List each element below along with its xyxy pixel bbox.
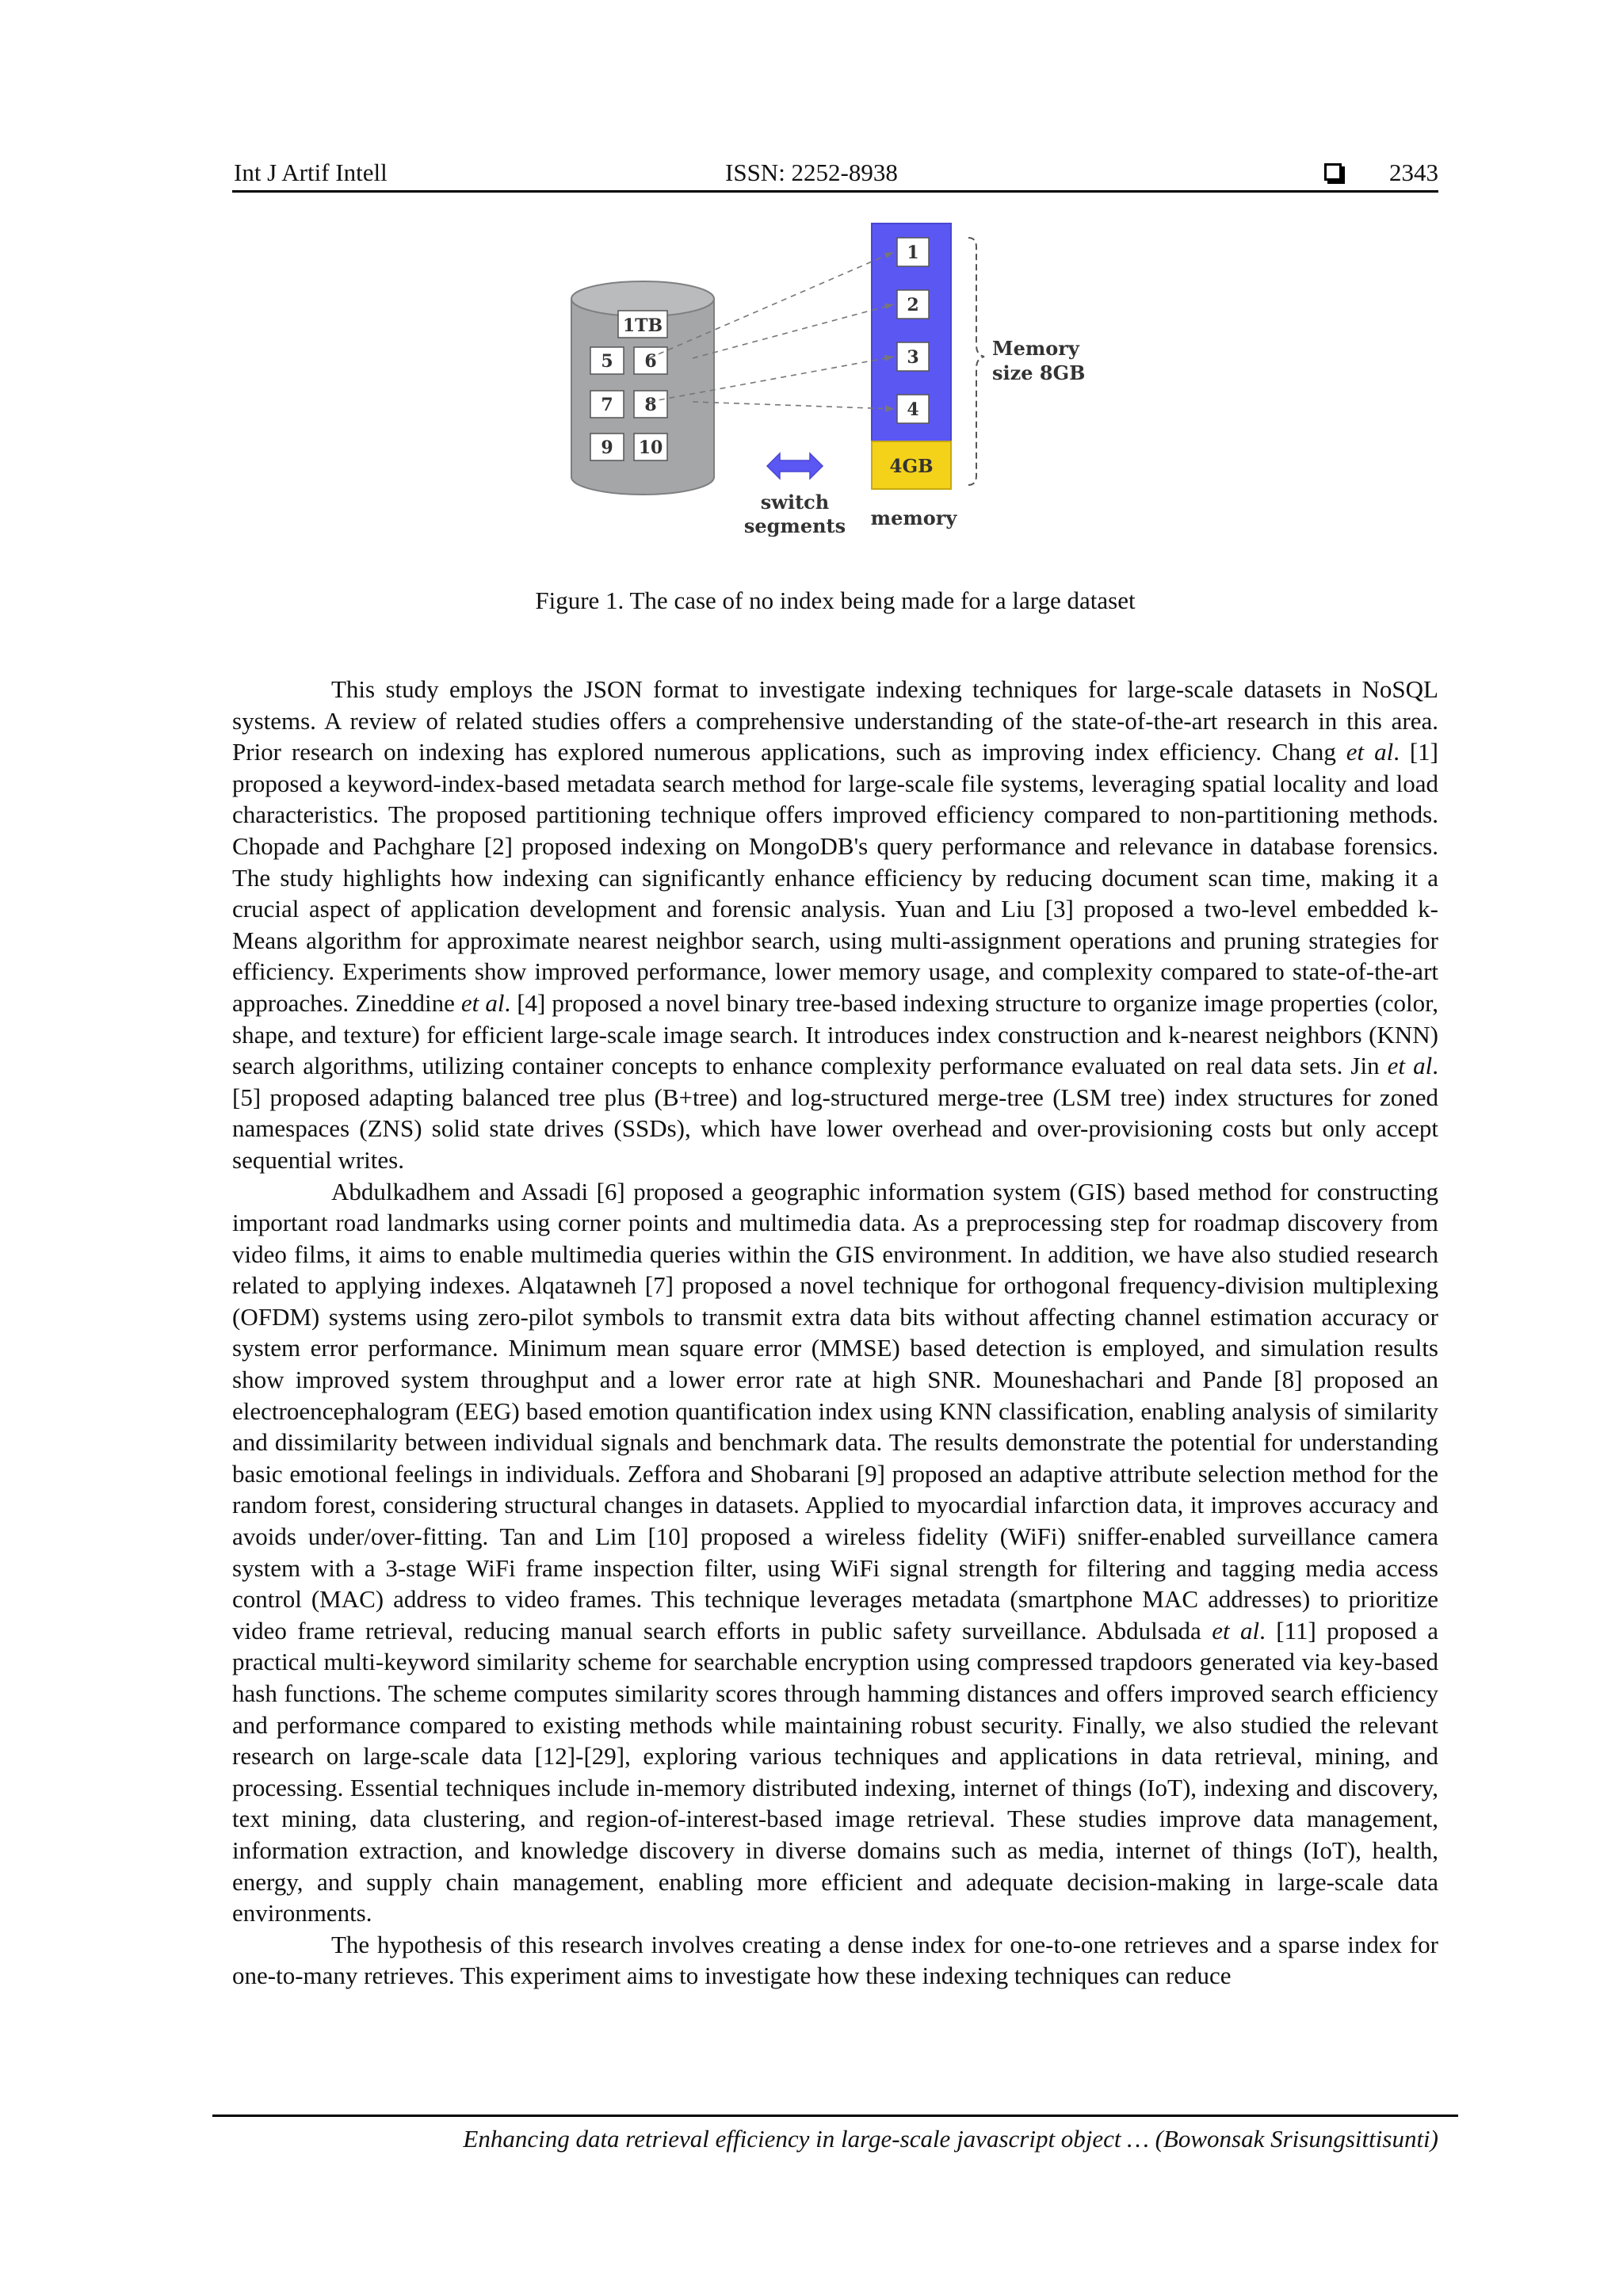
disk-segment <box>634 391 667 418</box>
checkbox-square-icon <box>1324 163 1342 181</box>
disk-segment-label: 10 <box>638 437 663 458</box>
memory-segment-label: 3 <box>907 347 919 368</box>
memory-segment <box>897 238 929 266</box>
journal-name: Int J Artif Intell <box>234 159 388 186</box>
italic-run: et al <box>1387 1052 1433 1080</box>
paragraph <box>232 1176 1438 1929</box>
disk-segment-label: 8 <box>644 395 657 415</box>
text-run: . [4] proposed a novel binary tree-based indexing structure to organize image properties (color, shape, and texture) for efficient large-scale image search. It introduces index construction and k-nearest neighbors (KNN) search algorithms, utilizing container concepts to enhance complexity performance evaluated on real data sets. Jin <box>232 988 1438 1080</box>
disk-label: 1TB <box>622 315 663 336</box>
italic-run: et al <box>460 988 505 1017</box>
figure-caption: Figure 1. The case of no index being made for a large dataset <box>535 586 1136 614</box>
disk-segment-label: 7 <box>601 395 613 415</box>
switch-arrow-icon <box>767 453 823 479</box>
disk-segment-label: 5 <box>601 351 613 372</box>
mapping-line <box>693 304 894 358</box>
disk-segment <box>590 347 624 374</box>
running-title: Enhancing data retrieval efficiency in large-scale javascript object … (Bowonsak Srisungsittisunti) <box>463 2125 1438 2153</box>
disk-segment-label: 9 <box>601 437 613 458</box>
memory-segment-label: 4 <box>907 399 919 420</box>
memory-brace <box>968 238 984 485</box>
text-run: . [11] proposed a practical multi-keyword similarity scheme for searchable encryption using compressed trapdoors generated via key-based hash functions. The scheme computes similarity scores through hamming distances and offers improved search efficiency and performance compared to existing methods while maintaining robust security. Finally, we also studied the relevant research on large-scale data [12]-[29], exploring various techniques and applications in data retrieval, mining, and processing. Essential techniques include in-memory distributed indexing, internet of things (IoT), indexing and discovery, text mining, data clustering, and region-of-interest-based image retrieval. These studies improve data management, information extraction, and knowledge discovery in diverse domains such as media, internet of things (IoT), health, energy, and supply chain management, enabling more efficient and adequate decision-making in large-scale data environments. <box>232 1616 1438 1927</box>
text-run: . [1] proposed a keyword-index-based metadata search method for large-scale file systems, leveraging spatial locality and load characteristics. The proposed partitioning technique offers improved efficiency compared to non-partitioning methods. Chopade and Pachghare [2] proposed indexing on MongoDB's query performance and relevance in database forensics. The study highlights how indexing can significantly enhance efficiency by reducing document scan time, making it a crucial aspect of application development and forensic analysis. Yuan and Liu [3] proposed a two-level embedded k-Means algorithm for approximate nearest neighbor search, using multi-assignment operations and pruning strategies for efficiency. Experiments show improved performance, lower memory usage, and complexity compared to state-of-the-art approaches. Zineddine <box>232 738 1438 1017</box>
page-number: 2343 <box>1389 159 1438 186</box>
memory-segment <box>897 395 929 423</box>
memory-segment <box>897 290 929 319</box>
disk-segment <box>590 434 624 460</box>
body-text <box>232 674 1438 1992</box>
disk-segment <box>634 434 667 460</box>
figure-1 <box>555 214 1125 563</box>
text-run: The hypothesis of this research involves creating a dense index for one-to-one retrieves and a sparse index for one-to-many retrieves. This experiment aims to investigate how these indexing techniques can reduce <box>232 1930 1438 1990</box>
switch-line2: segments <box>743 514 846 537</box>
disk-segment <box>634 347 667 374</box>
text-run: . [5] proposed adapting balanced tree plus (B+tree) and log-structured merge-tree (LSM tree) index structures for zoned namespaces (ZNS) solid state drives (SSDs), which have lower overhead and over-provisioning costs but only accept sequential writes. <box>232 1052 1438 1174</box>
disk-label-box <box>618 311 667 338</box>
memory-segment-label: 1 <box>907 243 919 263</box>
mapping-line <box>693 402 894 409</box>
storage-memory-diagram <box>555 214 1125 563</box>
memory-free-label: 4GB <box>889 456 934 477</box>
disk-segment-label: 6 <box>644 351 657 372</box>
disk-segment <box>590 391 624 418</box>
memory-size-line1: Memory <box>992 337 1079 360</box>
italic-run: et al <box>1212 1616 1260 1645</box>
text-run: Abdulkadhem and Assadi [6] proposed a geographic information system (GIS) based method for constructing important road landmarks using corner points and multimedia data. As a preprocessing step for roadmap discovery from video films, it aims to enable multimedia queries within the GIS environment. In addition, we have also studied research related to applying indexes. Alqatawneh [7] proposed a novel technique for orthogonal frequency-division multiplexing (OFDM) systems using zero-pilot symbols to transmit extra data bits without affecting channel estimation accuracy or system error performance. Minimum mean square error (MMSE) based detection is employed, and simulation results show improved system throughput and a lower error rate at high SNR. Mouneshachari and Pande [8] proposed an electroencephalogram (EEG) based emotion quantification index using KNN classification, enabling analysis of similarity and dissimilarity between individual signals and benchmark data. The results demonstrate the potential for understanding basic emotional feelings in individuals. Zeffora and Shobarani [9] proposed an adaptive attribute selection method for the random forest, considering structural changes in datasets. Applied to myocardial infarction data, it improves accuracy and avoids under/over-fitting. Tan and Lim [10] proposed a wireless fidelity (WiFi) sniffer-enabled surveillance camera system with a 3-stage WiFi frame inspection filter, using WiFi signal strength for filtering and tagging media access control (MAC) address to video frames. This technique leverages metadata (smartphone MAC addresses) to prioritize video frame retrieval, reducing manual search efforts in public safety surveillance. Abdulsada <box>232 1177 1438 1645</box>
switch-line1: switch <box>760 491 830 514</box>
memory-segment <box>897 342 929 371</box>
page-footer <box>212 2115 1458 2153</box>
memory-size-line2: size 8GB <box>992 361 1086 384</box>
italic-run: et al <box>1346 738 1394 766</box>
page-header <box>232 155 1438 193</box>
memory-segment-label: 2 <box>907 295 919 315</box>
paragraph <box>232 674 1438 1176</box>
paragraph <box>232 1929 1438 1992</box>
issn: ISSN: 2252-8938 <box>725 159 898 186</box>
memory-label: memory <box>870 506 957 529</box>
text-run: This study employs the JSON format to investigate indexing techniques for large-scale datasets in NoSQL systems. A review of related studies offers a comprehensive understanding of the state-of-the-art research in this area. Prior research on indexing has explored numerous applications, such as improving index efficiency. Chang <box>232 675 1438 766</box>
